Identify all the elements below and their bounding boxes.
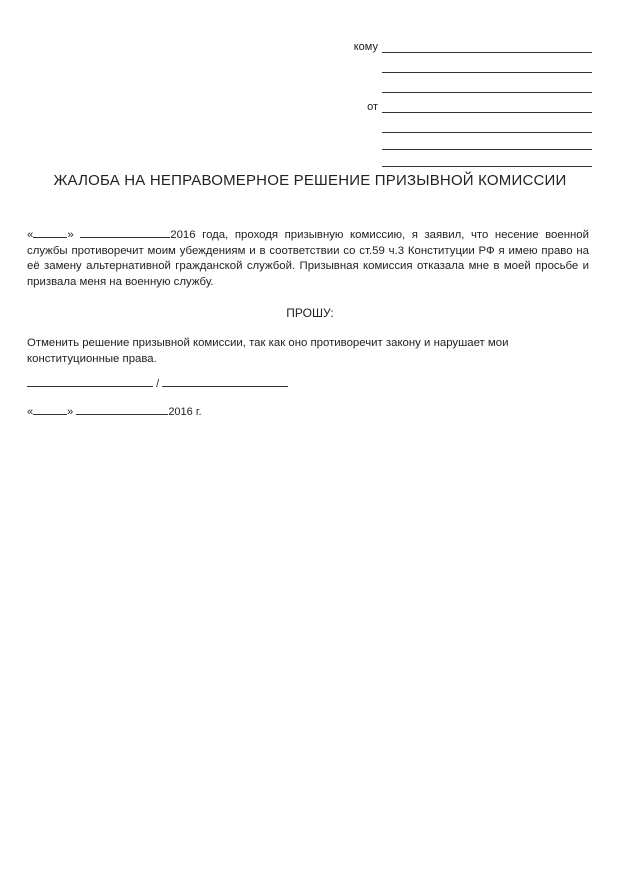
from-row-2 [330, 120, 592, 136]
to-row [330, 40, 592, 56]
to-line-1 [382, 52, 592, 53]
signature-blank [27, 376, 153, 387]
day-blank [33, 227, 67, 238]
from-line-3 [382, 149, 592, 150]
date-open-quote: « [27, 406, 34, 418]
from-label: от [367, 101, 378, 113]
date-line [27, 404, 202, 418]
request-text: Отменить решение призывной комиссии, так как оно противоречит закону и нарушает мои конституционные права. [27, 337, 509, 365]
from-row-4 [330, 154, 592, 170]
to-row-3 [330, 80, 592, 96]
to-line-3 [382, 92, 592, 93]
date-month-blank [76, 404, 168, 415]
from-row [330, 100, 592, 116]
to-label: кому [353, 41, 378, 53]
request-heading: ПРОШУ: [286, 306, 334, 320]
open-quote: « [27, 229, 34, 241]
signature-separator: / [156, 378, 160, 390]
from-row-3 [330, 137, 592, 153]
close-quote: » [67, 229, 74, 241]
date-year: 2016 г. [168, 406, 202, 418]
date-day-blank [33, 404, 67, 415]
from-line-1 [382, 112, 592, 113]
to-line-2 [382, 72, 592, 73]
document-title: ЖАЛОБА НА НЕПРАВОМЕРНОЕ РЕШЕНИЕ ПРИЗЫВНОЙ КОМИССИИ [53, 172, 567, 189]
signature-line [27, 376, 288, 390]
to-row-2 [330, 60, 592, 76]
month-blank [80, 227, 170, 238]
from-line-4 [382, 166, 592, 167]
date-close-quote: » [67, 406, 74, 418]
from-line-2 [382, 132, 592, 133]
complaint-text: 2016 года, проходя призывную комиссию, я заявил, что несение военной службы противоречит моим убеждениям и в соответствии со ст.59 ч.3 Конституции РФ я имею право на её замену альтернативной гражданской службой. Призывная комиссия отказала мне в моей просьбе и призвала меня на военную службу. [27, 229, 589, 288]
name-blank [162, 376, 288, 387]
complaint-paragraph [27, 227, 589, 290]
